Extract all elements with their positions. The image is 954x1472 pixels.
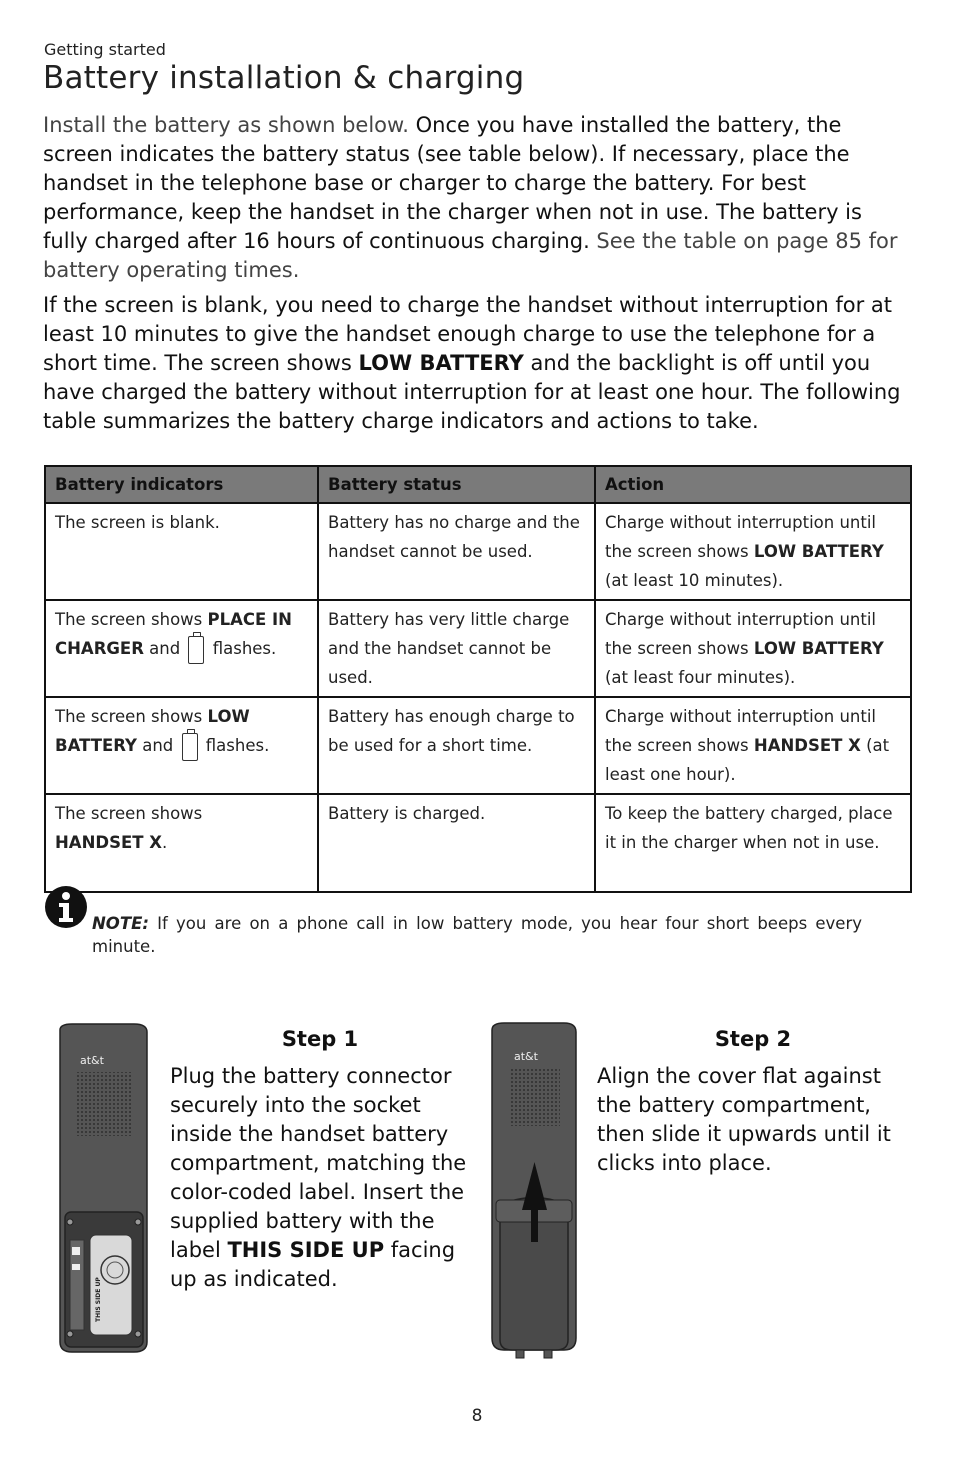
header-battery-status: Battery status	[318, 466, 595, 503]
header-action: Action	[595, 466, 911, 503]
battery-empty-icon	[182, 733, 198, 761]
table-row	[45, 600, 911, 697]
low-battery-term: LOW BATTERY	[358, 351, 524, 375]
status-cell: Battery has enough charge to be used for a short time.	[318, 697, 595, 794]
table-header-row	[45, 466, 911, 503]
step1-title: Step 1	[281, 1027, 359, 1051]
this-side-up-term: THIS SIDE UP	[227, 1238, 385, 1262]
indicator-cell: The screen shows LOW BATTERY and flashes.	[45, 697, 318, 794]
brand-logo: at&t	[514, 1050, 538, 1063]
page-title: Battery installation & charging	[43, 60, 525, 96]
table-row	[45, 503, 911, 600]
note-label: NOTE:	[92, 914, 149, 933]
handset-cover-illustration	[486, 1020, 582, 1360]
handset-battery-illustration	[52, 1022, 152, 1357]
blank-screen-paragraph: If the screen is blank, you need to charge the handset without interruption for at least 10 minutes to give the handset enough charge to use the telephone for a short time. The screen shows LOW BATTERY and the backlight is off until you have charged the battery without interruption for at least one hour. The following table summarizes the battery charge indicators and actions to take.	[43, 293, 901, 433]
indicator-cell: The screen is blank.	[45, 503, 318, 600]
intro-lead: Install the battery as shown below.	[43, 113, 416, 137]
page-number: 8	[471, 1406, 483, 1426]
step2-title: Step 2	[714, 1027, 792, 1051]
status-cell: Battery has no charge and the handset cannot be used.	[318, 503, 595, 600]
battery-empty-icon	[188, 636, 204, 664]
step2-text: Align the cover flat against the battery compartment, then slide it upwards until it clicks into place.	[597, 1064, 891, 1175]
table-row	[45, 697, 911, 794]
battery-label: THIS SIDE UP	[95, 1277, 102, 1322]
table-row	[45, 794, 911, 892]
info-icon	[44, 885, 88, 929]
status-cell: Battery is charged.	[318, 794, 595, 892]
indicator-cell: The screen shows PLACE IN CHARGER and flashes.	[45, 600, 318, 697]
header-battery-indicators: Battery indicators	[45, 466, 318, 503]
indicator-cell: The screen shows HANDSET X.	[45, 794, 318, 892]
intro-reference: See the table on page 85 for battery operating times.	[43, 229, 898, 282]
action-cell: To keep the battery charged, place it in the charger when not in use.	[595, 794, 911, 892]
action-cell: Charge without interruption until the screen shows LOW BATTERY (at least four minutes).	[595, 600, 911, 697]
brand-logo: at&t	[80, 1054, 104, 1067]
section-label: Getting started	[44, 40, 166, 59]
step1-text: Plug the battery connector securely into the socket inside the handset battery compartment, matching the color-coded label. Insert the supplied battery with the label THIS SIDE UP facing up as indicated.	[170, 1064, 467, 1291]
action-cell: Charge without interruption until the screen shows LOW BATTERY (at least 10 minutes).	[595, 503, 911, 600]
note-text: NOTE: If you are on a phone call in low battery mode, you hear four short beeps every minute.	[92, 914, 862, 956]
action-cell: Charge without interruption until the screen shows HANDSET X (at least one hour).	[595, 697, 911, 794]
intro-paragraph	[43, 111, 913, 285]
battery-indicator-table	[44, 465, 912, 893]
status-cell: Battery has very little charge and the handset cannot be used.	[318, 600, 595, 697]
intro-main: Once you have installed the battery, the screen indicates the battery status (see table below). If necessary, place the handset in the telephone base or charger to charge the battery. For best performance, keep the handset in the charger when not in use. The battery is fully charged after 16 hours of continuous charging.	[43, 113, 862, 253]
